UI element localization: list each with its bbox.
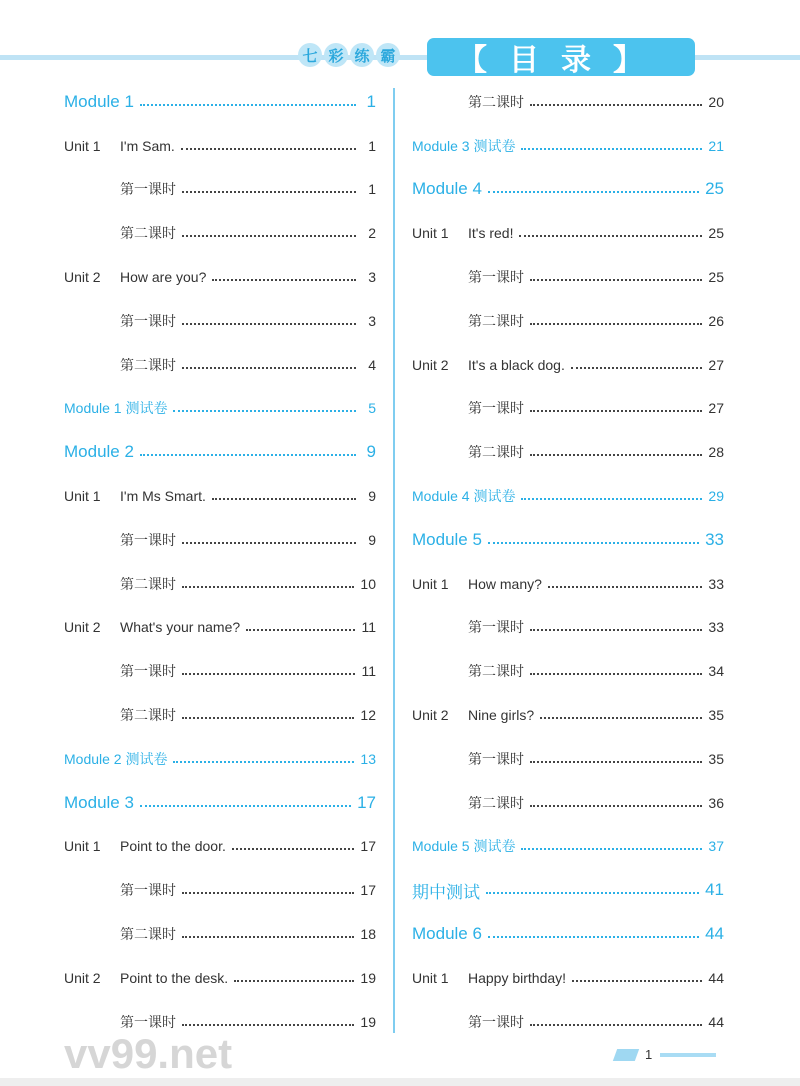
entry-title: 第一课时 [468, 750, 524, 767]
dot-leader [140, 104, 356, 106]
entry-page-number: 25 [708, 225, 724, 242]
dot-leader [212, 279, 356, 281]
unit-label: Unit 2 [64, 269, 101, 286]
toc-entry-unit[interactable] [64, 124, 376, 168]
entry-page-number: 41 [705, 880, 724, 900]
dot-leader [488, 542, 699, 544]
entry-page-number: 25 [705, 179, 724, 199]
toc-left-column [64, 80, 376, 1044]
entry-title: What's your name? [120, 619, 241, 636]
dot-leader [530, 761, 702, 763]
entry-title: 第一课时 [120, 663, 176, 680]
toc-entry-lesson[interactable] [412, 781, 724, 825]
entry-title: Module 4 [412, 179, 482, 199]
entry-page-number: 10 [360, 575, 376, 592]
entry-title: 第一课时 [120, 312, 176, 329]
entry-page-number: 27 [708, 356, 724, 373]
entry-title: 第一课时 [468, 619, 524, 636]
entry-page-number: 17 [360, 882, 376, 899]
dot-leader [530, 279, 702, 281]
entry-title: 第二课时 [120, 926, 176, 943]
entry-title: Happy birthday! [468, 969, 567, 986]
toc-entry-module[interactable] [64, 430, 376, 474]
entry-title: Point to the door. [120, 838, 226, 855]
toc-entry-test[interactable] [412, 825, 724, 869]
entry-title: Nine girls? [468, 707, 535, 724]
toc-entry-test[interactable] [412, 124, 724, 168]
entry-page-number: 5 [368, 400, 376, 417]
dot-leader [182, 892, 354, 894]
toc-entry-unit[interactable] [64, 606, 376, 650]
dot-leader [140, 805, 351, 807]
entry-page-number: 25 [708, 269, 724, 286]
toc-entry-lesson[interactable] [412, 255, 724, 299]
dot-leader [182, 717, 354, 719]
entry-title: I'm Sam. [120, 137, 175, 154]
entry-title: 第二课时 [120, 575, 176, 592]
toc-entry-lesson[interactable] [412, 737, 724, 781]
entry-page-number: 34 [708, 663, 724, 680]
dot-leader [486, 892, 699, 894]
entry-page-number: 1 [366, 91, 376, 111]
dot-leader [232, 848, 355, 850]
dot-leader [212, 498, 356, 500]
entry-page-number: 11 [361, 619, 376, 636]
entry-title: 第二课时 [120, 707, 176, 724]
entry-title: 第一课时 [120, 531, 176, 548]
unit-label: Unit 2 [64, 619, 101, 636]
toc-entry-module[interactable] [412, 912, 724, 956]
entry-title: 第一课时 [120, 882, 176, 899]
toc-entry-lesson[interactable] [412, 299, 724, 343]
toc-entry-unit[interactable] [412, 343, 724, 387]
dot-leader [530, 673, 702, 675]
entry-title: 第二课时 [120, 356, 176, 373]
entry-page-number: 9 [368, 531, 376, 548]
brand-char: 霸 [376, 43, 400, 67]
page-number: 1 [645, 1047, 653, 1062]
entry-page-number: 33 [708, 619, 724, 636]
entry-title: 第一课时 [120, 181, 176, 198]
dot-leader [540, 717, 702, 719]
dot-leader [246, 629, 355, 631]
entry-page-number: 17 [357, 792, 376, 812]
unit-label: Unit 1 [412, 225, 449, 242]
dot-leader [530, 454, 702, 456]
page-edge [0, 1078, 800, 1086]
brand-char: 七 [298, 43, 322, 67]
unit-label: Unit 1 [64, 488, 101, 505]
toc-entry-test[interactable] [64, 737, 376, 781]
unit-label: Unit 1 [412, 969, 449, 986]
toc-entry-unit[interactable] [64, 956, 376, 1000]
entry-title: Module 1 测试卷 [64, 400, 168, 417]
watermark: vv99.net [64, 1030, 233, 1077]
dot-leader [140, 454, 356, 456]
entry-title: Module 3 测试卷 [412, 137, 516, 154]
entry-page-number: 17 [360, 838, 376, 855]
entry-page-number: 9 [366, 442, 376, 462]
dot-leader [181, 148, 356, 150]
entry-page-number: 27 [708, 400, 724, 417]
entry-page-number: 44 [705, 924, 724, 944]
entry-page-number: 33 [708, 575, 724, 592]
entry-title: Point to the desk. [120, 969, 229, 986]
entry-title: 第一课时 [468, 1013, 524, 1030]
toc-entry-unit[interactable] [412, 211, 724, 255]
toc-entry-lesson[interactable] [64, 912, 376, 956]
entry-page-number: 44 [708, 969, 724, 986]
entry-page-number: 36 [708, 794, 724, 811]
entry-page-number: 18 [360, 926, 376, 943]
entry-title: How are you? [120, 269, 207, 286]
toc-entry-test[interactable] [64, 387, 376, 431]
dot-leader [571, 367, 703, 369]
entry-page-number: 35 [708, 707, 724, 724]
entry-title: Module 5 测试卷 [412, 838, 516, 855]
unit-label: Unit 2 [412, 356, 449, 373]
entry-page-number: 1 [368, 137, 376, 154]
toc-entry-lesson[interactable] [412, 430, 724, 474]
dot-leader [548, 586, 703, 588]
entry-title: Module 1 [64, 91, 134, 111]
entry-page-number: 29 [708, 488, 724, 505]
toc-entry-unit[interactable] [412, 693, 724, 737]
entry-title: 第二课时 [468, 312, 524, 329]
dot-leader [182, 542, 356, 544]
entry-page-number: 28 [708, 444, 724, 461]
toc-entry-module[interactable] [64, 80, 376, 124]
toc-entry-unit[interactable] [64, 825, 376, 869]
entry-title: 第一课时 [468, 400, 524, 417]
toc-entry-lesson[interactable] [64, 868, 376, 912]
entry-page-number: 19 [360, 969, 376, 986]
toc-entry-test[interactable] [412, 474, 724, 518]
toc-entry-lesson[interactable] [64, 649, 376, 693]
dot-leader [182, 673, 355, 675]
entry-page-number: 19 [360, 1013, 376, 1030]
toc-entry-module[interactable] [412, 518, 724, 562]
entry-page-number: 4 [368, 356, 376, 373]
entry-title: 第二课时 [468, 444, 524, 461]
entry-page-number: 35 [708, 750, 724, 767]
brand-char: 练 [350, 43, 374, 67]
dot-leader [182, 367, 356, 369]
page-icon [613, 1049, 639, 1061]
toc-entry-lesson[interactable] [412, 387, 724, 431]
brand-logo [298, 43, 400, 67]
entry-page-number: 2 [368, 225, 376, 242]
dot-leader [182, 586, 354, 588]
dot-leader [488, 936, 699, 938]
toc-right-column [412, 80, 724, 1044]
toc-entry-lesson[interactable] [64, 343, 376, 387]
entry-page-number: 37 [708, 838, 724, 855]
entry-page-number: 12 [360, 707, 376, 724]
dot-leader [530, 805, 702, 807]
page-footer [615, 1047, 716, 1062]
toc-entry-lesson[interactable] [412, 649, 724, 693]
entry-page-number: 9 [368, 488, 376, 505]
entry-title: It's a black dog. [468, 356, 565, 373]
toc-entry-lesson[interactable] [64, 562, 376, 606]
dot-leader [572, 980, 702, 982]
toc-entry-lesson[interactable] [64, 299, 376, 343]
entry-page-number: 3 [368, 312, 376, 329]
dot-leader [530, 104, 702, 106]
entry-title: 第一课时 [120, 1013, 176, 1030]
dot-leader [521, 498, 702, 500]
toc-entry-unit[interactable] [64, 474, 376, 518]
dot-leader [173, 761, 354, 763]
entry-title: Module 5 [412, 529, 482, 549]
entry-page-number: 21 [708, 137, 724, 154]
toc-entry-lesson[interactable] [412, 606, 724, 650]
unit-label: Unit 1 [64, 838, 101, 855]
entry-title: 第二课时 [468, 794, 524, 811]
toc-entry-module[interactable] [64, 781, 376, 825]
dot-leader [182, 1024, 354, 1026]
dot-leader [521, 148, 702, 150]
unit-label: Unit 2 [412, 707, 449, 724]
entry-title: It's red! [468, 225, 514, 242]
entry-page-number: 3 [368, 269, 376, 286]
dot-leader [173, 410, 356, 412]
dot-leader [182, 323, 356, 325]
entry-page-number: 44 [708, 1013, 724, 1030]
entry-title: 期中测试 [412, 882, 480, 902]
entry-title: 第二课时 [120, 225, 176, 242]
toc-entry-module[interactable] [412, 868, 724, 912]
dot-leader [521, 848, 702, 850]
page-title: 【目录】 [427, 38, 695, 76]
entry-page-number: 20 [708, 93, 724, 110]
dot-leader [519, 235, 702, 237]
entry-page-number: 33 [705, 529, 724, 549]
unit-label: Unit 1 [64, 137, 101, 154]
footer-bar [660, 1053, 716, 1057]
toc-entry-unit[interactable] [412, 562, 724, 606]
toc-entry-lesson[interactable] [64, 518, 376, 562]
toc-entry-module[interactable] [412, 168, 724, 212]
entry-title: Module 2 [64, 442, 134, 462]
entry-title: How many? [468, 575, 542, 592]
entry-title: Module 6 [412, 924, 482, 944]
toc-entry-lesson[interactable] [64, 168, 376, 212]
toc-entry-lesson[interactable] [412, 1000, 724, 1044]
dot-leader [234, 980, 354, 982]
dot-leader [182, 936, 354, 938]
entry-title: 第一课时 [468, 269, 524, 286]
entry-title: 第二课时 [468, 93, 524, 110]
entry-title: Module 2 测试卷 [64, 750, 168, 767]
brand-char: 彩 [324, 43, 348, 67]
dot-leader [488, 191, 699, 193]
toc-entry-unit[interactable] [64, 255, 376, 299]
entry-title: Module 3 [64, 792, 134, 812]
toc-entry-lesson[interactable] [64, 693, 376, 737]
entry-page-number: 11 [361, 663, 376, 680]
dot-leader [530, 410, 702, 412]
entry-title: Module 4 测试卷 [412, 488, 516, 505]
dot-leader [530, 1024, 702, 1026]
dot-leader [530, 323, 702, 325]
entry-page-number: 13 [360, 750, 376, 767]
column-divider [393, 88, 395, 1033]
unit-label: Unit 1 [412, 575, 449, 592]
unit-label: Unit 2 [64, 969, 101, 986]
dot-leader [530, 629, 702, 631]
entry-title: I'm Ms Smart. [120, 488, 206, 505]
toc-entry-lesson[interactable] [64, 211, 376, 255]
toc-entry-unit[interactable] [412, 956, 724, 1000]
entry-title: 第二课时 [468, 663, 524, 680]
dot-leader [182, 235, 356, 237]
entry-page-number: 1 [368, 181, 376, 198]
dot-leader [182, 191, 356, 193]
entry-page-number: 26 [708, 312, 724, 329]
toc-entry-lesson[interactable] [412, 80, 724, 124]
